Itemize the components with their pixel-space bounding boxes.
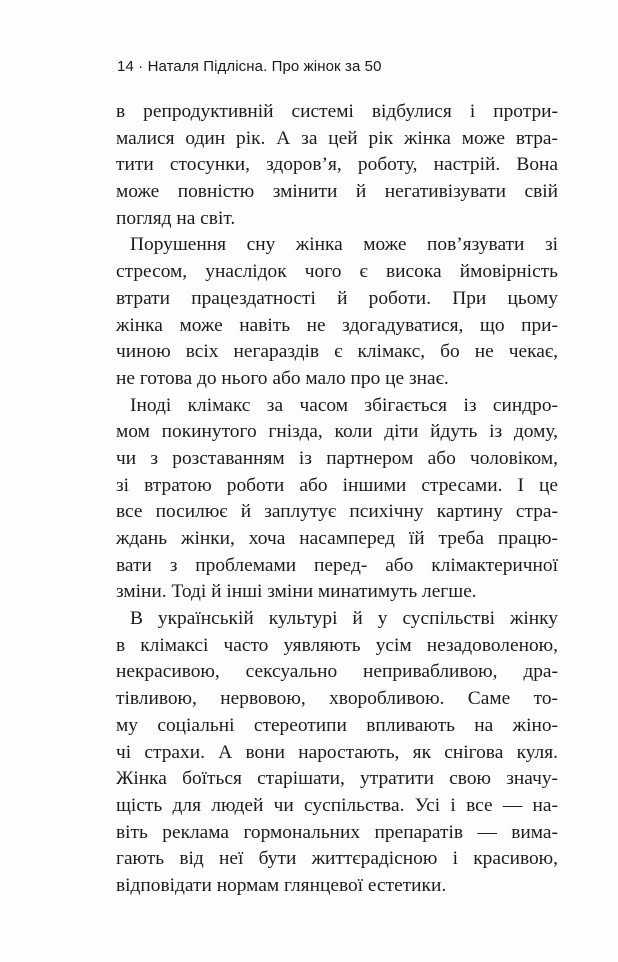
text-line: В українській культурі й у суспільстві жінку xyxy=(130,608,558,630)
text-line: чи з розставанням із партнером або чоловіком, xyxy=(116,447,558,469)
text-line: чиною всіх негараздів є клімакс, бо не чекає, xyxy=(116,341,558,363)
text-line: малися один рік. А за цей рік жінка може втра- xyxy=(116,127,558,149)
text-line: все посилює й заплутує психічну картину стра- xyxy=(116,501,558,523)
paragraph xyxy=(116,393,558,607)
paragraph xyxy=(116,606,558,900)
text-line: жінка може навіть не здогадуватися, що при- xyxy=(116,314,558,336)
paragraph xyxy=(116,232,558,392)
text-line: тити стосунки, здоров’я, роботу, настрій. Вона xyxy=(116,154,558,176)
text-line: погляд на світ. xyxy=(116,207,236,229)
text-line: вати з проблемами перед- або клімактеричної xyxy=(116,554,558,576)
text-line: ждань жінки, хоча насамперед їй треба працю- xyxy=(116,528,558,549)
text-line: зміни. Тоді й інші зміни минатимуть легше. xyxy=(116,581,477,603)
header-separator: · xyxy=(138,58,144,75)
text-line: в клімаксі часто уявляють усім незадоволеною, xyxy=(116,634,558,656)
text-line: щість для людей чи суспільства. Усі і все — на- xyxy=(116,794,558,816)
text-line: гають від неї бути життєрадісною і красивою, xyxy=(116,848,558,870)
text-line: Порушення сну жінка може пов’язувати зі xyxy=(130,234,558,256)
text-line: Іноді клімакс за часом збігається із синдро- xyxy=(130,394,558,416)
page-number: 14 xyxy=(117,58,134,75)
running-header xyxy=(117,58,382,75)
text-line: втрати працездатності й роботи. При цьому xyxy=(116,287,558,309)
text-line: стресом, унаслідок чого є висока ймовірність xyxy=(116,261,558,283)
text-line: му соціальні стереотипи впливають на жіно- xyxy=(116,714,558,736)
text-line: не готова до нього або мало про це знає. xyxy=(116,367,449,389)
text-line: чі страхи. А вони наростають, як снігова куля. xyxy=(116,741,558,763)
text-line: може повністю змінити й негативізувати свій xyxy=(116,181,558,203)
body-text xyxy=(116,99,558,900)
text-line: тівливою, нервовою, хворобливою. Саме то- xyxy=(116,688,558,710)
text-line: мом покинутого гнізда, коли діти йдуть із дому, xyxy=(116,421,558,443)
text-line: некрасивою, сексуально непривабливою, дра- xyxy=(116,661,558,683)
text-line: віть реклама гормональних препаратів — вима- xyxy=(116,821,558,843)
text-line: Жінка боїться старішати, утратити свою значу- xyxy=(116,768,558,790)
paragraph xyxy=(116,99,558,232)
text-line: в репродуктивній системі відбулися і протри- xyxy=(116,101,558,122)
text-line: відповідати нормам глянцевої естетики. xyxy=(116,874,447,896)
text-line: зі втратою роботи або іншими стресами. І це xyxy=(116,474,558,496)
running-title: Наталя Підлісна. Про жінок за 50 xyxy=(147,58,382,75)
